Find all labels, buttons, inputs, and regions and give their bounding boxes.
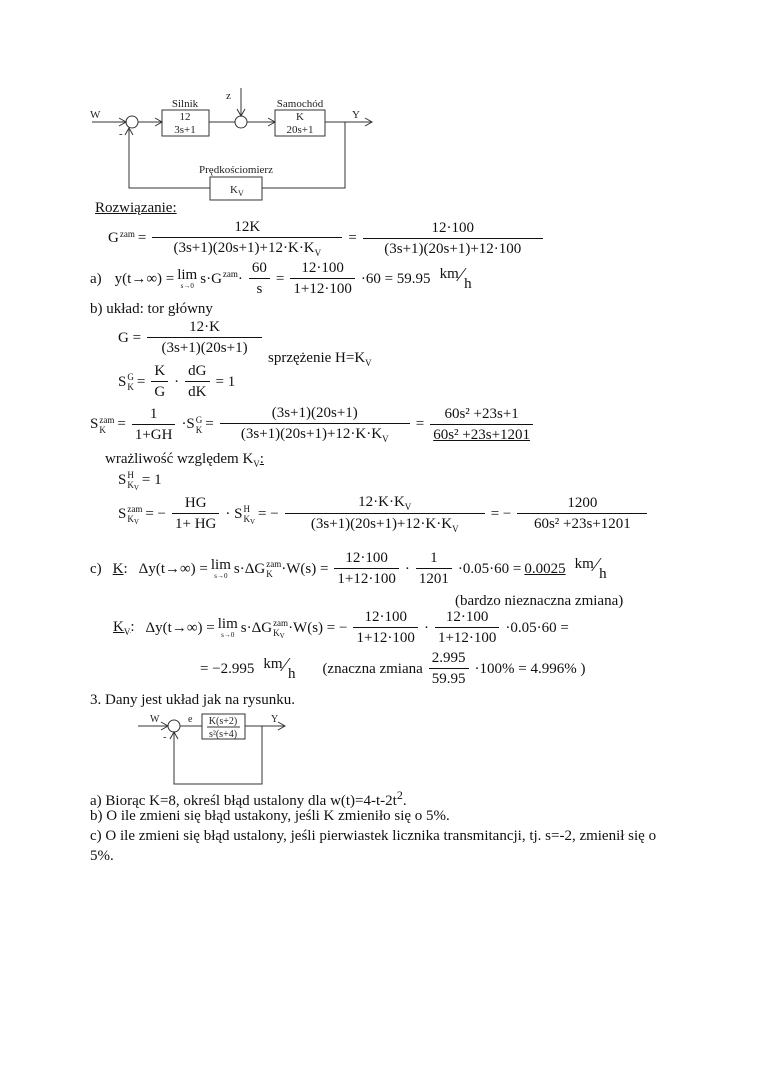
block2-numerator: K	[296, 111, 304, 123]
limit: lim s→0	[210, 557, 231, 580]
fraction: $\frac{1200}{\text{60s² +23s+1201}}$	[517, 495, 647, 533]
feedback-value: $K_V$	[230, 184, 244, 198]
eq-sign: ·	[404, 560, 410, 577]
eq-term: ·S G K	[181, 414, 203, 435]
fraction: $\frac{12\cdot 100}{1+12\cdot 100}$	[334, 550, 398, 588]
eq-term: = 1	[215, 373, 236, 390]
eq-term: S zam $K_V$	[118, 503, 143, 526]
equation-c-kv	[113, 609, 569, 647]
equation-s-kv-zam	[118, 494, 650, 534]
part-c-label: c)	[90, 560, 102, 577]
eq-sign: =	[136, 373, 146, 390]
diagram2-output-label: Y	[271, 714, 279, 725]
eq-sign: ·	[423, 619, 429, 636]
fraction: $\frac{12\cdot 100}{1+12\cdot 100}$	[290, 260, 354, 298]
eq-term: G zam	[108, 228, 135, 246]
eq-term: = 1	[141, 472, 162, 488]
eq-sign: = −	[145, 505, 167, 522]
note-significant-change: (znaczna zmiana	[322, 660, 423, 677]
question-a: a) Biorąc K=8, określ błąd ustalony dla $w(t)=4-t-2t^2$.	[90, 788, 407, 809]
eq-term: s·ΔG zam $K_V$ ·W(s) = −	[240, 617, 348, 640]
result-value: ·60 = 59.95	[360, 270, 431, 287]
eq-term: Δy(t→∞) =	[138, 560, 208, 577]
result-value: 0.0025	[524, 560, 566, 577]
eq-term: G =	[118, 329, 142, 346]
fraction: $\frac{1}{1+GH}$	[132, 406, 176, 444]
feedback-label: Prędkościomierz	[199, 164, 273, 176]
unit-kmh: km ⁄ h	[263, 653, 296, 682]
diagram1-disturbance-label: z	[226, 90, 231, 102]
eq-sign: =	[117, 416, 126, 432]
task3-heading: 3. Dany jest układ jak na rysunku.	[90, 692, 295, 708]
eq-sign: =	[415, 416, 425, 432]
eq-term: y(t→∞) =	[114, 270, 175, 287]
fraction: $\frac{(3s+1)(20s+1)}{(3s+1)(20s+1)+12\cdot K\cdot K_V}$	[220, 405, 410, 444]
limit: lim s→0	[217, 616, 238, 639]
diagram1-input-label: W	[90, 109, 101, 121]
part-b-heading: b) układ: tor główny	[90, 301, 213, 317]
eq-term: ·0.05·60 =	[457, 560, 522, 577]
fraction: $\frac{12\cdot 100}{(3s+1)(20s+1)+12\cdot 100}$	[363, 220, 543, 258]
part-a-label: a)	[90, 270, 102, 287]
unit-kmh: km ⁄ h	[439, 263, 472, 292]
percent-change: ·100% = 4.996% )	[474, 660, 586, 677]
diagram2-numerator: K(s+2)	[208, 716, 238, 727]
eq-term: S G K	[118, 372, 134, 392]
fraction: $\frac{2.995}{59.95}$	[429, 650, 469, 688]
equation-c-kv-result	[200, 650, 585, 688]
limit: lim s→0	[177, 267, 198, 290]
fraction: $\frac{12\cdot 100}{1+12\cdot 100}$	[435, 609, 499, 647]
diagram2-error-label: e	[188, 714, 193, 725]
block1-label: Silnik	[171, 98, 199, 110]
fraction: $\frac{1}{1201}$	[416, 550, 452, 588]
eq-term: s·ΔG zam K ·W(s) =	[233, 559, 329, 579]
note-insignificant-change: (bardzo nieznaczna zmiana)	[455, 593, 624, 609]
eq-sign: =	[137, 230, 147, 246]
eq-term: · S H $K_V$	[225, 503, 256, 526]
eq-sign: =	[275, 270, 285, 287]
block-diagram-1	[0, 0, 760, 205]
eq-term: Δy(t→∞) =	[145, 619, 215, 636]
diagram1-output-label: Y	[352, 109, 360, 121]
eq-term: $K_V$:	[113, 619, 135, 637]
diagram2-input-label: W	[150, 714, 160, 725]
equation-s-k-zam	[90, 405, 536, 444]
fraction: $\frac{12\cdot 100}{1+12\cdot 100}$	[353, 609, 417, 647]
equation-g-zam	[108, 219, 546, 258]
block1-numerator: 12	[179, 111, 191, 123]
eq-sign: = −	[258, 505, 279, 522]
result-value: = −2.995	[200, 660, 255, 677]
diagram1-minus-sign: -	[119, 128, 123, 140]
fraction: $\frac{12\cdot K\cdot K_V}{(3s+1)(20s+1)+12\cdot K\cdot K_V}$	[285, 494, 485, 534]
fraction: $\frac{HG}{1+ HG}$	[172, 495, 219, 533]
eq-sign: =	[205, 416, 214, 432]
block2-denominator: 20s+1	[286, 124, 314, 136]
diagram2-minus-sign: -	[163, 732, 167, 743]
solution-heading: Rozwiązanie:	[95, 200, 177, 216]
eq-term: S H $K_V$	[118, 470, 139, 492]
fraction: $\frac{12K}{(3s+1)(20s+1)+12\cdot K\cdot K_V}$	[152, 219, 342, 258]
block1-denominator: 3s+1	[174, 124, 196, 136]
eq-term: s·G zam ·	[200, 269, 243, 287]
equation-s-h-kv	[118, 470, 162, 491]
feedback-note: sprzężenie $H=K_V$	[268, 350, 372, 368]
equation-c-k	[90, 550, 607, 588]
equation-g	[118, 319, 265, 357]
equation-a	[90, 260, 472, 298]
fraction: $\frac{12\cdot K}{(3s+1)(20s+1)}$	[147, 319, 262, 357]
question-c: c) O ile zmieni się błąd ustalony, jeśli pierwiastek licznika transmitancji, tj. s=-2, zmienił się o	[90, 828, 657, 844]
eq-term: S zam K	[90, 414, 115, 435]
sensitivity-heading: wrażliwość względem $K_V$:	[105, 451, 264, 469]
question-b: b) O ile zmieni się błąd ustakony, jeśli K zmieniło się o 5%.	[90, 808, 450, 824]
eq-term: K:	[112, 560, 128, 577]
eq-sign: ·	[174, 373, 180, 390]
block2-label: Samochód	[276, 98, 324, 110]
fraction: $\frac{60}{s}$	[249, 260, 270, 298]
fraction: $\frac{dG}{dK}$	[185, 363, 209, 401]
equation-s-k-g	[118, 363, 235, 401]
unit-kmh: km ⁄ h	[574, 553, 607, 582]
eq-sign: =	[348, 230, 357, 246]
eq-term: ·0.05·60 =	[505, 619, 569, 636]
fraction: $\frac{K}{G}$	[151, 363, 168, 401]
block-diagram-2	[0, 712, 760, 790]
question-c-continuation: 5%.	[90, 848, 114, 864]
diagram2-denominator: s²(s+4)	[208, 729, 238, 740]
eq-sign: = −	[490, 505, 512, 522]
fraction: $\frac{\text{60s² +23s+1}}{\text{60s² +23s+1201}}$	[430, 406, 533, 444]
